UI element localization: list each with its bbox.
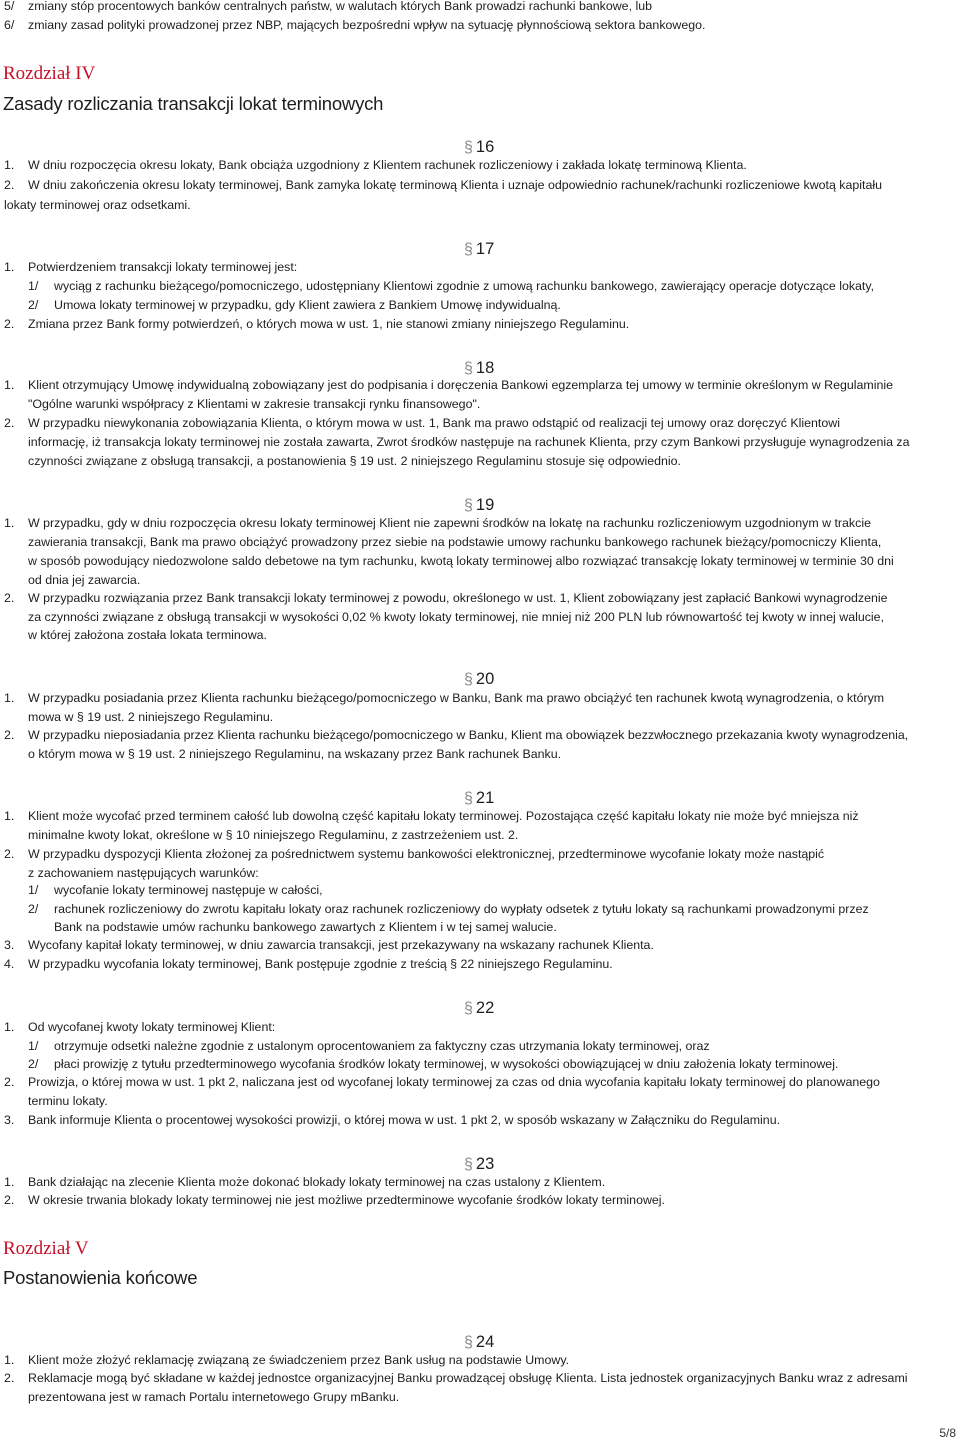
section-heading: § 23: [464, 1155, 495, 1173]
paragraph-text: informację, iż transakcja lokaty terminowej nie została zawarta, Zwrot środków następuje na rachunek Klienta, przy czym Bankowi przysługuje wynagrodzenia za: [28, 435, 910, 449]
paragraph-text: W przypadku niewykonania zobowiązania Klienta, o którym mowa w ust. 1, Bank ma prawo odstąpić od realizacji tej umowy oraz doręczyć Klientowi: [28, 416, 840, 430]
paragraph-text: Klient otrzymujący Umowę indywidualną zobowiązany jest do podpisania i doręczenia Bankowi egzemplarza tej umowy w terminie określonym w Regulaminie: [28, 378, 893, 392]
item-text: zmiany stóp procentowych banków centralnych państw, w walutach których Bank prowadzi rachunki bankowe, lub: [28, 0, 652, 13]
chapter-label: Rozdział V: [3, 1238, 89, 1259]
paragraph-number: 3.: [4, 1113, 15, 1127]
paragraph-text: W przypadku posiadania przez Klienta rachunku bieżącego/pomocniczego w Banku, Bank ma prawo obciążyć ten rachunek kwotą wynagrodzenia, o którym: [28, 691, 885, 705]
paragraph-number: 1.: [4, 158, 15, 172]
chapter-title: Postanowienia końcowe: [3, 1267, 198, 1288]
paragraph-number: 4.: [4, 957, 15, 971]
paragraph-number: 1.: [4, 1175, 15, 1189]
paragraph-number: 2.: [4, 1193, 15, 1207]
item-text: wyciąg z rachunku bieżącego/pomocniczego, udostępniany Klientowi zgodnie z umową rachunku bankowego, zawierający operacje dotyczące lokaty,: [54, 279, 875, 293]
paragraph-text: o którym mowa w § 19 ust. 2 niniejszego Regulaminu, na wskazany przez Bank rachunek Banku.: [28, 747, 562, 761]
section-sign-icon: §: [464, 1156, 473, 1173]
paragraph-text: W okresie trwania blokady lokaty terminowej nie jest możliwe przedterminowe wycofanie środków lokaty terminowej.: [28, 1193, 665, 1207]
paragraph-number: 2.: [4, 728, 15, 742]
paragraph-number: 2.: [4, 178, 15, 192]
section-heading: § 24: [464, 1333, 495, 1351]
paragraph-text: zawierania transakcji, Bank ma prawo obciążyć prowadzony przez siebie na podstawie umowy rachunku bankowego rachunek bieżący/pomocniczy Klienta,: [28, 535, 882, 549]
paragraph-number: 2.: [4, 1371, 15, 1385]
section-heading: § 21: [464, 789, 495, 807]
paragraph-number: 2.: [4, 591, 15, 605]
paragraph-number: 2.: [4, 1075, 15, 1089]
paragraph-number: 1.: [4, 260, 15, 274]
paragraph-text: za czynności związane z obsługą transakcji w wysokości 0,02 % kwoty lokaty terminowej, nie mniej niż 200 PLN lub równowartość tej kwoty w innej walucie,: [28, 610, 885, 624]
section-sign-icon: §: [464, 671, 473, 688]
paragraph-number: 3.: [4, 938, 15, 952]
paragraph-text: z zachowaniem następujących warunków:: [28, 866, 259, 880]
paragraph-text: W dniu zakończenia okresu lokaty terminowej, Bank zamyka lokatę terminową Klienta i uznaje odpowiednio rachunek/rachunki rozliczeniowe kwotą kapitału: [28, 178, 883, 192]
section-sign-icon: §: [464, 1334, 473, 1351]
item-number: 2/: [28, 902, 39, 916]
paragraph-text: "Ogólne warunki współpracy z Klientami w zakresie transakcji rynku finansowego".: [28, 397, 481, 411]
paragraph-text: czynności związane z obsługą transakcji, a postanowienia § 19 ust. 2 niniejszego Regulaminu stosuje się odpowiednio.: [28, 454, 681, 468]
paragraph-text: Reklamacje mogą być składane w każdej jednostce organizacyjnej Banku prowadzącej obsługę Klienta. Lista jednostek organizacyjnych Banku wraz z adresami: [28, 1371, 908, 1385]
section-heading: § 16: [464, 138, 495, 156]
paragraph-number: 1.: [4, 1353, 15, 1367]
paragraph-text: mowa w § 19 ust. 2 niniejszego Regulaminu.: [28, 710, 274, 724]
paragraph-text: Klient może złożyć reklamację związaną ze świadczeniem przez Bank usług na podstawie Umowy.: [28, 1353, 570, 1367]
item-number: 2/: [28, 298, 39, 312]
paragraph-number: 1.: [4, 516, 15, 530]
item-number: 2/: [28, 1057, 39, 1071]
paragraph-text: W przypadku wycofania lokaty terminowej, Bank postępuje zgodnie z treścią § 22 niniejszego Regulaminu.: [28, 957, 613, 971]
paragraph-number: 2.: [4, 416, 15, 430]
section-heading: § 18: [464, 359, 495, 377]
item-text: otrzymuje odsetki należne zgodnie z ustalonym oprocentowaniem za faktyczny czas utrzymania lokaty terminowej, oraz: [54, 1039, 710, 1053]
section-sign-icon: §: [464, 360, 473, 377]
paragraph-text: Wycofany kapitał lokaty terminowej, w dniu zawarcia transakcji, jest przekazywany na wskazany rachunek Klienta.: [28, 938, 654, 952]
paragraph-text: Prowizja, o której mowa w ust. 1 pkt 2, naliczana jest od wycofanej lokaty terminowej za czas od dnia wycofania kapitału lokaty terminowej do planowanego: [28, 1075, 880, 1089]
section-sign-icon: §: [464, 1000, 473, 1017]
paragraph-text: Bank informuje Klienta o procentowej wysokości prowizji, o której mowa w ust. 1 pkt 2, w sposób wskazany w Załączniku do Regulaminu.: [28, 1113, 781, 1127]
paragraph-text: W dniu rozpoczęcia okresu lokaty, Bank obciąża uzgodniony z Klientem rachunek rozliczeniowy i zakłada lokatę terminową Klienta.: [28, 158, 747, 172]
paragraph-number: 1.: [4, 378, 15, 392]
item-text: Bank na podstawie umów rachunku bankowego zawartych z Klientem i w tej samej walucie.: [54, 920, 557, 934]
item-number: 1/: [28, 279, 39, 293]
paragraph-number: 2.: [4, 847, 15, 861]
item-number: 5/: [4, 0, 15, 13]
paragraph-text: Od wycofanej kwoty lokaty terminowej Klient:: [28, 1020, 276, 1034]
paragraph-text: W przypadku rozwiązania przez Bank transakcji lokaty terminowej z powodu, określonego w ust. 1, Klient zobowiązany jest zapłacić Bankowi wynagrodzenie: [28, 591, 888, 605]
paragraph-text: lokaty terminowej oraz odsetkami.: [4, 198, 191, 212]
item-number: 1/: [28, 883, 39, 897]
paragraph-text: W przypadku nieposiadania przez Klienta rachunku bieżącego/pomocniczego w Banku, Klient ma obowiązek bezzwłocznego przekazania kwoty wynagrodzenia,: [28, 728, 909, 742]
paragraph-number: 2.: [4, 317, 15, 331]
paragraph-text: W przypadku, gdy w dniu rozpoczęcia okresu lokaty terminowej Klient nie zapewni środków na lokatę na rachunku rozliczeniowym uzgodnionym w trakcie: [28, 516, 871, 530]
page-number: 5/8: [939, 1426, 956, 1440]
paragraph-text: W przypadku dyspozycji Klienta złożonej za pośrednictwem systemu bankowości elektronicznej, przedterminowe wycofanie lokaty może nastąpić: [28, 847, 825, 861]
paragraph-text: od dnia jej zawarcia.: [28, 573, 141, 587]
paragraph-text: w sposób powodujący niedozwolone saldo debetowe na tym rachunku, kwotą lokaty terminowej albo rozwiązać transakcję lokaty terminowej w terminie 30 dni: [28, 554, 894, 568]
paragraph-text: Klient może wycofać przed terminem całość lub dowolną część kapitału lokaty terminowej. Pozostająca część kapitału lokaty nie może być mniejsza niż: [28, 809, 859, 823]
paragraph-text: minimalne kwoty lokat, określone w § 10 niniejszego Regulaminu, z zastrzeżeniem ust. 2.: [28, 828, 519, 842]
section-sign-icon: §: [464, 241, 473, 258]
paragraph-text: prezentowana jest w ramach Portalu internetowego Grupy mBanku.: [28, 1390, 400, 1404]
item-number: 1/: [28, 1039, 39, 1053]
item-text: płaci prowizję z tytułu przedterminowego wycofania środków lokaty terminowej, w wysokości obowiązującej w dniu założenia lokaty terminowej.: [54, 1057, 839, 1071]
paragraph-number: 1.: [4, 809, 15, 823]
section-sign-icon: §: [464, 790, 473, 807]
item-text: zmiany zasad polityki prowadzonej przez NBP, mających bezpośredni wpływ na sytuację płynnościową sektora bankowego.: [28, 18, 706, 32]
item-text: Umowa lokaty terminowej w przypadku, gdy Klient zawiera z Bankiem Umowę indywidualną.: [54, 298, 561, 312]
paragraph-number: 1.: [4, 1020, 15, 1034]
paragraph-text: Zmiana przez Bank formy potwierdzeń, o których mowa w ust. 1, nie stanowi zmiany niniejszego Regulaminu.: [28, 317, 630, 331]
item-number: 6/: [4, 18, 15, 32]
chapter-label: Rozdział IV: [3, 63, 96, 84]
paragraph-text: Bank działając na zlecenie Klienta może dokonać blokady lokaty terminowej na czas ustalony z Klientem.: [28, 1175, 606, 1189]
section-heading: § 19: [464, 496, 495, 514]
item-text: rachunek rozliczeniowy do zwrotu kapitału lokaty oraz rachunek rozliczeniowy do wypłaty odsetek z tytułu lokaty są rachunkami prowadzonymi przez: [54, 902, 869, 916]
section-heading: § 22: [464, 999, 495, 1017]
paragraph-text: w której założona została lokata terminowa.: [28, 628, 267, 642]
section-heading: § 17: [464, 240, 495, 258]
section-sign-icon: §: [464, 139, 473, 156]
chapter-title: Zasady rozliczania transakcji lokat terminowych: [3, 93, 384, 114]
paragraph-number: 1.: [4, 691, 15, 705]
section-sign-icon: §: [464, 497, 473, 514]
section-heading: § 20: [464, 670, 495, 688]
paragraph-text: Potwierdzeniem transakcji lokaty terminowej jest:: [28, 260, 298, 274]
paragraph-text: terminu lokaty.: [28, 1094, 108, 1108]
item-text: wycofanie lokaty terminowej następuje w całości,: [54, 883, 323, 897]
